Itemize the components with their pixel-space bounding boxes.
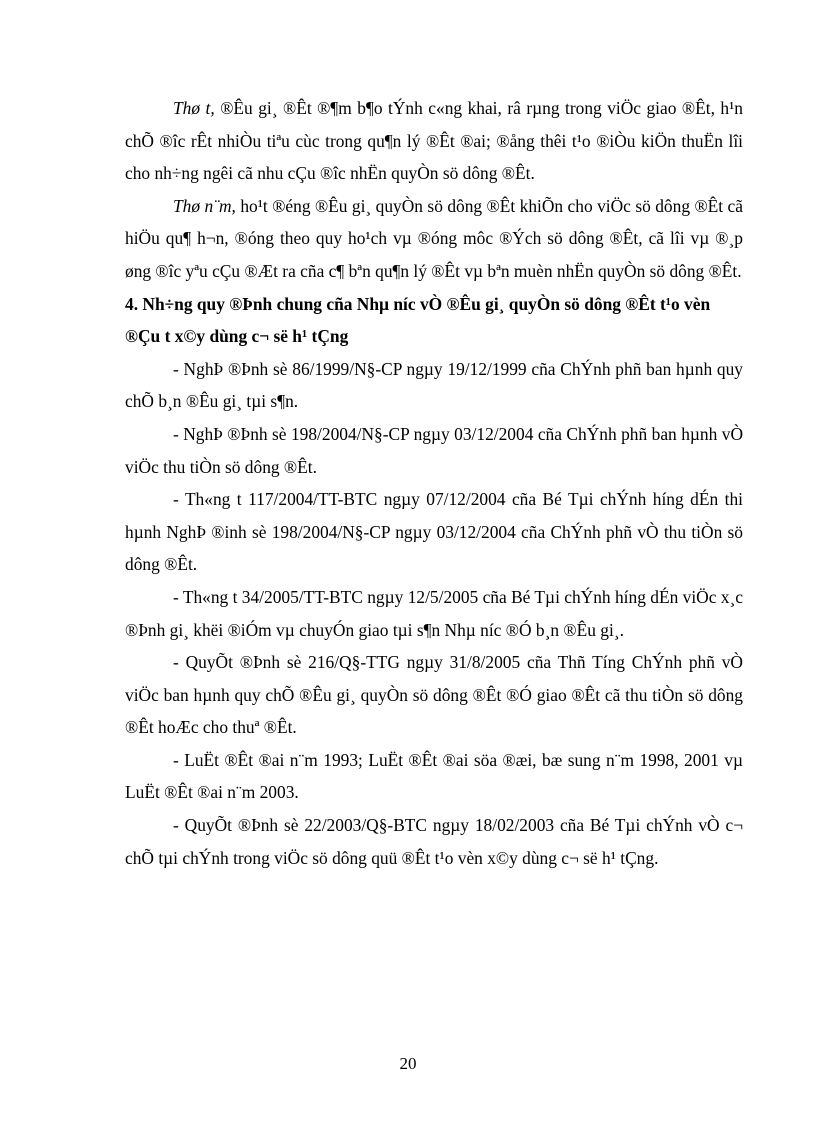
list-item: - NghÞ ®Þnh sè 198/2004/N§-CP ngµy 03/12/2004 cña ChÝnh phñ ban hµnh vÒ viÖc thu tiÒn sö dông ®Êt. bbox=[125, 423, 743, 477]
list-item: - QuyÕt ®Þnh sè 216/Q§-TTG ngµy 31/8/2005 cña Thñ Tíng ChÝnh phñ vÒ viÖc ban hµnh quy chÕ ®Êu gi¸ quyÒn sö dông ®Êt ®Ó giao ®Êt cã thu tiÒn sö dông ®Êt hoÆc cho thuª ®Êt. bbox=[125, 652, 743, 738]
paragraph-third bbox=[125, 92, 743, 190]
list-item: - QuyÕt ®Þnh sè 22/2003/Q§-BTC ngµy 18/02/2003 cña Bé Tµi chÝnh vÒ c¬ chÕ tµi chÝnh trong viÖc sö dông quü ®Êt t¹o vèn x©y dùng c¬ së h¹ tÇng. bbox=[125, 815, 743, 868]
page-number: 20 bbox=[399, 1054, 417, 1073]
list-item: - Th«ng t 34/2005/TT-BTC ngµy 12/5/2005 cña Bé Tµi chÝnh híng dÉn viÖc x¸c ®Þnh gi¸ khëi ®iÓm vµ chuyÓn giao tµi s¶n Nhµ níc ®Ó b¸n ®Êu gi¸. bbox=[125, 586, 743, 640]
paragraph-fifth bbox=[125, 190, 743, 288]
list-item: - NghÞ ®Þnh sè 86/1999/N§-CP ngµy 19/12/1999 cña ChÝnh phñ ban hµnh quy chÕ b¸n ®Êu gi¸ tµi s¶n. bbox=[125, 358, 743, 412]
paragraph-text: ®Êu gi¸ ®Êt ®¶m b¶o tÝnh c«ng khai, râ rµng trong viÖc giao ®Êt, h¹n chÕ ®îc rÊt nhiÒu tiªu cùc trong qu¶n lý ®Êt ®ai; ®ång thêi t¹o ®iÒu kiÖn thuËn lîi cho nh÷ng ngêi cã nhu cÇu ®îc nhËn quyÒn sö dông ®Êt. bbox=[125, 98, 743, 184]
paragraph-label: Thø n¨m, bbox=[173, 195, 236, 216]
paragraph-label: Thø t, bbox=[173, 98, 215, 118]
list-item: - LuËt ®Êt ®ai n¨m 1993; LuËt ®Êt ®ai söa ®æi, bæ sung n¨m 1998, 2001 vµ LuËt ®Êt ®ai n¨m 2003. bbox=[125, 749, 743, 803]
paragraph-text: ho¹t ®éng ®Êu gi¸ quyÒn sö dông ®Êt khiÕn cho viÖc sö dông ®Êt cã hiÖu qu¶ h¬n, ®óng theo quy ho¹ch vµ ®óng môc ®Ých sö dông ®Êt, cã lîi vµ ®¸p øng ®îc yªu cÇu ®Æt ra cña c¶ bªn qu¶n lý ®Êt vµ bªn muèn nhËn quyÒn sö dông ®Êt. bbox=[125, 195, 743, 281]
section-heading: 4. Nh÷ng quy ®Þnh chung cña Nhµ níc vÒ ®Êu gi¸ quyÒn sö dông ®Êt t¹o vèn ®Çu t x©y dùng c¬ së h¹ tÇng bbox=[125, 293, 711, 347]
list-item: - Th«ng t 117/2004/TT-BTC ngµy 07/12/2004 cña Bé Tµi chÝnh híng dÉn thi hµnh NghÞ ®inh sè 198/2004/N§-CP ngµy 03/12/2004 cña ChÝnh phñ vÒ thu tiÒn sö dông ®Êt. bbox=[125, 489, 743, 575]
body-text bbox=[125, 92, 743, 874]
